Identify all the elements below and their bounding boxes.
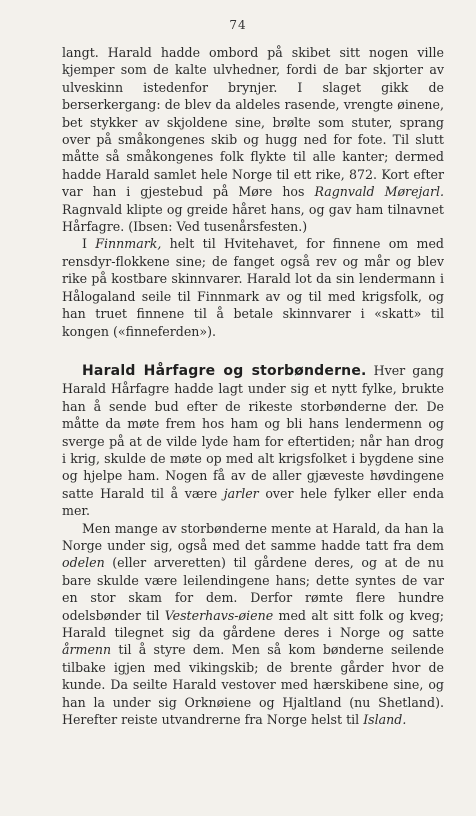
italic-name: Ragnvald Mørejarl. [314,184,444,200]
paragraph-text: (eller arveretten) til gårdene deres, og at de nu bare skulde være leilendingene hans; dette syntes de var en stor skam for dem. Derfor rømte flere hundre odelsbønder til [62,555,444,623]
paragraph [62,520,444,729]
italic-place: Vesterhavs-øiene [164,607,274,623]
italic-term: jarler [223,485,259,501]
italic-term: odelen [62,555,105,571]
paragraph-text: langt. Harald hadde ombord på skibet sitt nogen ville kjemper som de kalte ulvhedner, fordi de bar skjorter av ulveskinn istedenfor brynjer. I slaget gikk de berserkergang: de blev da aldeles rasende, vrengte øinene, bet stykker av skjoldene sine, brølte som stuter, sprang over på småkongenes skib og hugg ned for fote. Til slutt måtte så småkongenes folk flykte til alle kanter; dermed hadde Harald samlet hele Norge til ett rike, 872. Kort efter var han i gjestebud på Møre hos [62,45,444,200]
section-paragraph [62,362,444,520]
section-gap [62,340,444,362]
paragraph [62,44,444,235]
section-heading: Harald Hårfagre og storbønderne. [82,362,367,379]
paragraph-text: Ragnvald klipte og greide håret hans, og gav ham tilnavnet Hårfagre. (Ibsen: Ved tusenårsfesten.) [62,201,444,235]
page-number: 74 [229,18,247,32]
paragraph-text: med alt sitt folk og kveg; Harald tilegnet sig da gårdene deres i Norge og satte [62,607,444,640]
italic-term: årmenn [62,642,112,658]
italic-place: Island. [363,712,407,728]
paragraph-text: helt til Hvitehavet, for finnene om med rensdyr-flokkene sine; de fanget også rev og mår og blev rike på kostbare skinnvarer. Harald lot da sin lendermann i Hålogaland seile til Finnmark av og til med krigsfolk, og han truet finnene til å betale skinnvarer i «skatt» til kongen («finneferden»). [62,236,444,339]
body-text [62,44,444,728]
paragraph-text: Hver gang Harald Hårfagre hadde lagt under sig et nytt fylke, brukte han å sende bud efter de rikeste storbønderne der. De måtte da møte frem hos ham og bli hans lendermenn og sverge på at de vilde lyde ham for eftertiden; når han drog i krig, skulde de møte op med alt krigsfolket i bygdene sine og hjelpe ham. Nogen få av de aller gjæveste høvdingene satte Harald til å være [62,362,444,501]
paragraph-text: over hele fylker eller enda mer. [62,485,444,519]
paragraph-text: til å styre dem. Men så kom bønderne seilende tilbake igjen med vikingskib; de brente gårder hvor de kunde. Da seilte Harald vestover med hærskibene sine, og han la under sig Orknøiene og Hjaltland (nu Shetland). Herefter reiste utvandrerne fra Norge helst til [62,642,444,728]
paragraph-text: Men mange av storbønderne mente at Harald, da han la Norge under sig, også med det samme hadde tatt fra dem [62,520,444,553]
paragraph-text: I [82,236,96,252]
italic-place: Finnmark, [95,236,162,252]
paragraph [62,235,444,339]
